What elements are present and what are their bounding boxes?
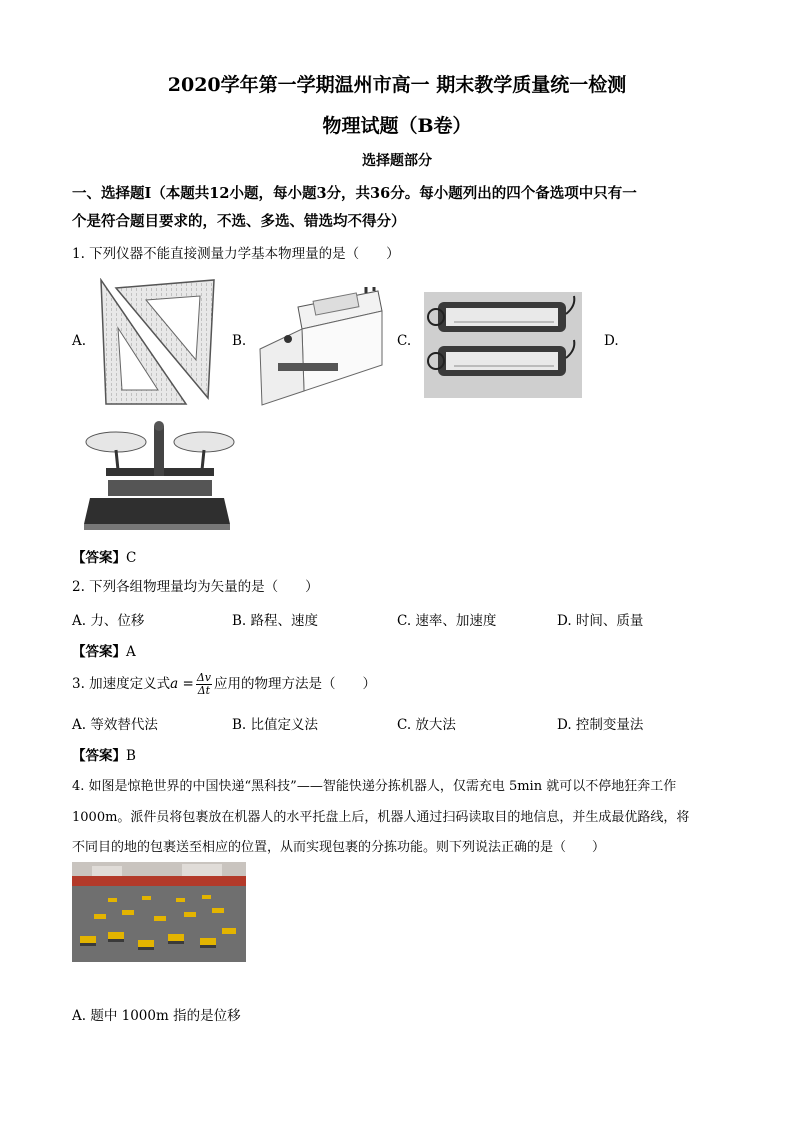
q3-option-a: A. 等效替代法 (72, 717, 158, 733)
q3-fraction-denominator: Δt (197, 684, 211, 697)
q3-formula-lhs: a = (170, 676, 194, 692)
q3-stem-pre: 3. 加速度定义式 (72, 676, 171, 692)
question-3-stem (72, 672, 376, 697)
q1-answer (72, 546, 136, 566)
part-heading: 选择题部分 (362, 153, 432, 169)
answer-label: 【答案】 (72, 644, 126, 660)
answer-value: B (126, 748, 136, 764)
spring-scales-image (424, 292, 582, 398)
q2-option-a: A. 力、位移 (72, 613, 145, 629)
exam-subtitle: 物理试题（B卷） (322, 115, 472, 137)
section-heading-line2: 个是符合题目要求的，不选、多选、错选均不得分） (72, 213, 406, 230)
balance-scale-image (78, 420, 236, 535)
question-4-line2: 1000m。派件员将包裹放在机器人的水平托盘上后，机器人通过扫码读取目的地信息，并生成最优路线，将 (72, 810, 690, 825)
q2-option-d: D. 时间、质量 (557, 613, 644, 629)
q2-option-c: C. 速率、加速度 (397, 613, 497, 629)
q1-option-b-label: B. (232, 333, 247, 349)
section-heading-line1: 一、选择题Ⅰ（本题共12小题，每小题3分，共36分。每小题列出的四个备选项中只有一 (72, 185, 637, 202)
q2-answer (72, 640, 136, 660)
triangle-rulers-image (96, 278, 216, 408)
q3-option-d: D. 控制变量法 (557, 717, 644, 733)
answer-value: A (126, 644, 136, 660)
q3-fraction-numerator: Δv (196, 671, 211, 684)
q4-option-a: A. 题中 1000m 指的是位移 (72, 1008, 241, 1024)
question-4-line3: 不同目的地的包裹送至相应的位置，从而实现包裹的分拣功能。则下列说法正确的是（ ） (72, 840, 606, 855)
answer-label: 【答案】 (72, 748, 126, 764)
q1-option-c-label: C. (397, 333, 412, 349)
q3-option-c: C. 放大法 (397, 717, 456, 733)
q3-answer (72, 744, 136, 764)
sorting-robots-photo (72, 862, 246, 962)
q1-option-a-label: A. (72, 333, 87, 349)
question-2-stem: 2. 下列各组物理量均为矢量的是（ ） (72, 579, 319, 595)
timer-device-image (250, 287, 386, 407)
question-1-stem: 1. 下列仪器不能直接测量力学基本物理量的是（ ） (72, 246, 400, 262)
q2-option-b: B. 路程、速度 (232, 613, 319, 629)
q3-option-b: B. 比值定义法 (232, 717, 319, 733)
exam-title: 2020学年第一学期温州市高一 期末教学质量统一检测 (167, 74, 627, 96)
answer-value: C (126, 550, 137, 566)
answer-label: 【答案】 (72, 550, 126, 566)
q3-stem-post: 应用的物理方法是（ ） (214, 676, 376, 692)
q3-fraction (196, 672, 212, 697)
question-4-line1: 4. 如图是惊艳世界的中国快递“黑科技”——智能快递分拣机器人，仅需充电 5min 就可以不停地狂奔工作 (72, 779, 677, 794)
q1-option-d-label: D. (604, 333, 619, 349)
